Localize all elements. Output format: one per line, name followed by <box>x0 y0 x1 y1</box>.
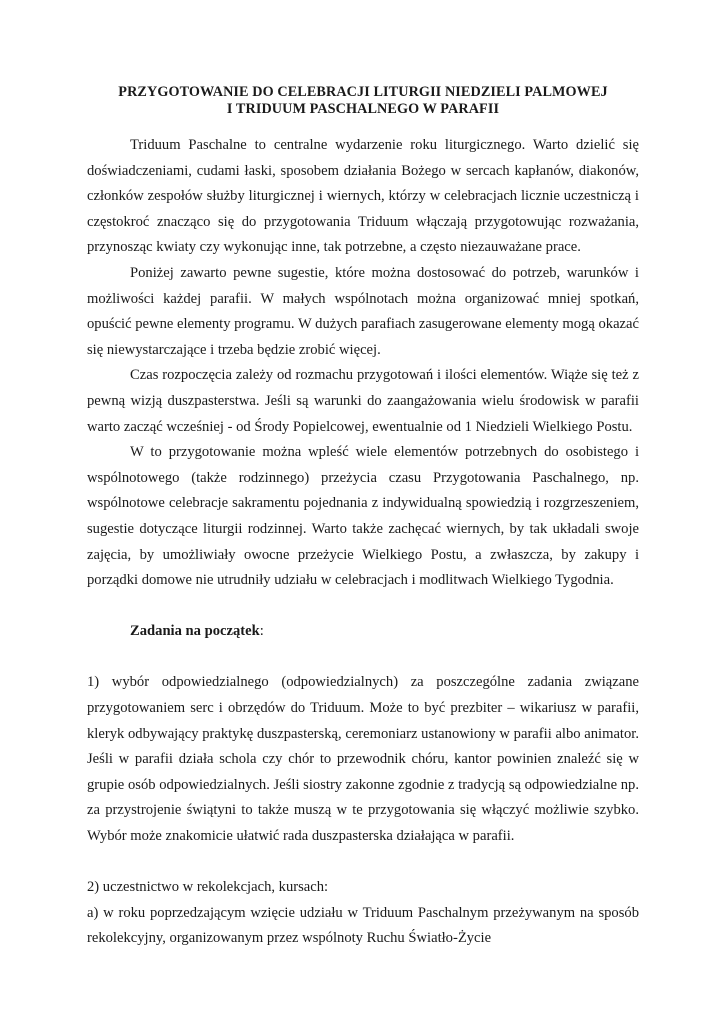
title-line-1: PRZYGOTOWANIE DO CELEBRACJI LITURGII NIEDZIELI PALMOWEJ <box>118 84 608 100</box>
document-page <box>87 84 639 952</box>
section-heading-colon: : <box>259 623 264 640</box>
list-item-1: 1) wybór odpowiedzialnego (odpowiedzialnych) za poszczególne zadania związane przygotowaniem serc i obrzędów do Triduum. Może to być prezbiter – wikariusz w parafii, kleryk odbywający praktykę duszpasterską, ceremoniarz ustanowiony w parafii albo animator. Jeśli w parafii działa schola czy chór to przewodnik chóru, kantor powinien znaleźć się w grupie osób odpowiedzialnych. Jeśli siostry zakonne zgodnie z tradycją są odpowiedzialne np. za przystrojenie świątyni to także muszą w te przygotowania się włączyć możliwie szybko. Wybór może znakomicie ułatwić rada duszpasterska działająca w parafii. <box>87 674 639 845</box>
section-heading-text: Zadania na początek <box>130 623 260 640</box>
paragraph-1: Triduum Paschalne to centralne wydarzenie roku liturgicznego. Warto dzielić się doświadczeniami, cudami łaski, sposobem działania Bożego w sercach kapłanów, diakonów, członków zespołów służby liturgicznej i wiernych, którzy w celebracjach licznie uczestniczą i częstokroć znacząco się do przygotowania Triduum włączają przygotowując rozważania, przynosząc kwiaty czy wykonując inne, tak potrzebne, a często niezauważane prace. <box>87 137 639 256</box>
title-line-2: I TRIDUUM PASCHALNEGO W PARAFII <box>226 101 500 117</box>
paragraph-2: Poniżej zawarto pewne sugestie, które można dostosować do potrzeb, warunków i możliwości każdej parafii. W małych wspólnotach można organizować mniej spotkań, opuścić pewne elementy programu. W dużych parafiach zasugerowane elementy mogą okazać się niewystarczające i trzeba będzie zrobić więcej. <box>87 264 639 358</box>
spacer <box>87 850 639 876</box>
section-heading <box>87 619 639 645</box>
list-item-2a: a) w roku poprzedzającym wzięcie udziału w Triduum Paschalnym przeżywanym na sposób rekolekcyjny, organizowanym przez wspólnoty Ruchu Światło-Życie <box>87 904 639 947</box>
document-title <box>87 84 639 118</box>
document-body <box>87 133 639 952</box>
spacer <box>87 645 639 671</box>
paragraph-4: W to przygotowanie można wpleść wiele elementów potrzebnych do osobistego i wspólnotowego (także rodzinnego) przeżycia czasu Przygotowania Paschalnego, np. wspólnotowe celebracje sakramentu pojednania z indywidualną spowiedzią i rozgrzeszeniem, sugestie dotyczące liturgii rodzinnej. Warto także zachęcać wiernych, by tak układali swoje zajęcia, by umożliwiały owocne przeżycie Wielkiego Postu, a zwłaszcza, by zakupy i porządki domowe nie utrudniły udziału w celebracjach i modlitwach Wielkiego Tygodnia. <box>87 444 639 589</box>
spacer <box>87 594 639 620</box>
paragraph-3: Czas rozpoczęcia zależy od rozmachu przygotowań i ilości elementów. Wiąże się też z pewną wizją duszpasterstwa. Jeśli są warunki do zaangażowania wielu środowisk w parafii warto zacząć wcześniej - od Środy Popielcowej, ewentualnie od 1 Niedzieli Wielkiego Postu. <box>87 367 639 435</box>
list-item-2-heading: 2) uczestnictwo w rekolekcjach, kursach: <box>87 879 329 896</box>
